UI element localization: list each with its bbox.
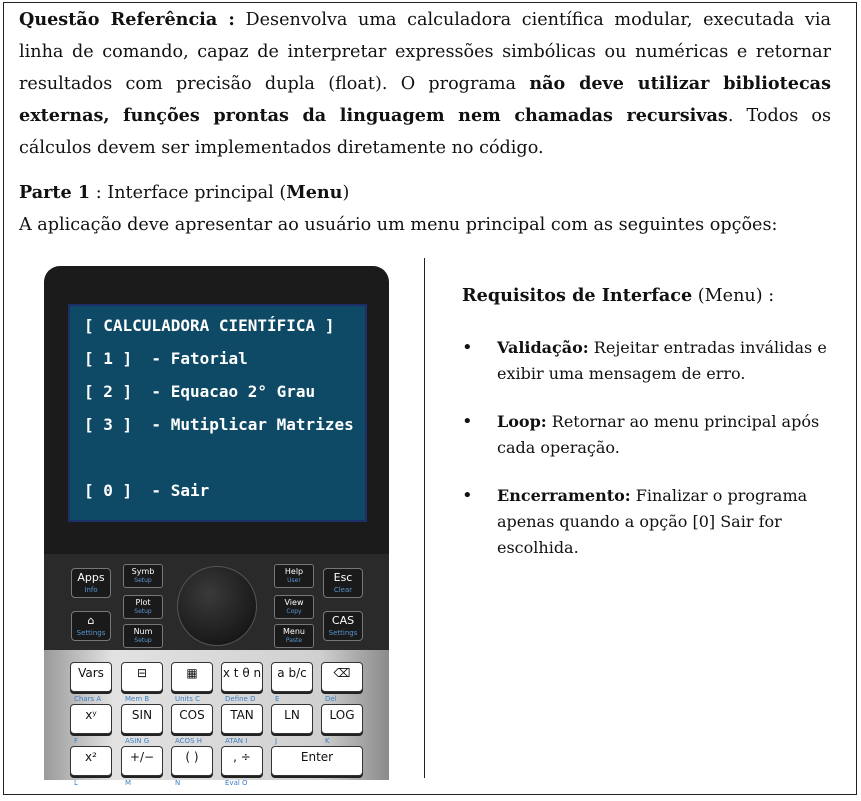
cas-key-label: CAS <box>331 614 355 627</box>
comma-key <box>221 746 263 787</box>
num-key-label: Num <box>133 627 153 636</box>
screen-option-exit: [ 0 ] - Sair <box>84 481 210 500</box>
screen-title: [ CALCULADORA CIENTÍFICA ] <box>84 316 335 335</box>
vars-key <box>70 662 112 703</box>
calculator-screen <box>68 304 367 522</box>
requirement-text: Finalizar o programa apenas quando a opção [0] Sair for escolhida. <box>497 486 808 557</box>
symb-key-label: Symb <box>131 567 155 576</box>
cos-key-sub: ACOS H <box>175 737 202 745</box>
apps-key-sub: Info <box>84 586 98 594</box>
template-key-sub: Units C <box>175 695 201 703</box>
part1-heading <box>19 177 831 209</box>
vars-key-label: Vars <box>78 666 104 680</box>
square-key <box>70 746 112 787</box>
fraction-key-sub: E <box>275 695 280 703</box>
template-icon: ▦ <box>186 666 198 680</box>
fraction-key-label: a b/c <box>277 666 307 680</box>
screen-option-2: [ 2 ] - Equacao 2° Grau <box>84 382 316 401</box>
ln-key <box>271 704 313 745</box>
tan-key-label: TAN <box>230 708 254 722</box>
symb-key <box>123 564 163 588</box>
comma-key-label: , ÷ <box>233 750 251 764</box>
calculator-image <box>44 266 389 787</box>
square-key-sub: L <box>74 779 78 787</box>
parens-key <box>171 746 213 787</box>
question-text-1: Desenvolva uma calculadora científica modular, executada via linha de comando, capaz de interpretar expressões simbólicas ou numéricas e retornar resultados com precisão dupla (float). O programa <box>19 10 831 94</box>
toolbox-icon: ⊟ <box>136 666 148 680</box>
question-text-2: . Todos os cálculos devem ser implementados diretamente no código. <box>19 106 832 158</box>
esc-key-label: Esc <box>333 571 353 584</box>
negate-key <box>121 746 163 787</box>
parens-key-label: ( ) <box>185 750 199 764</box>
home-icon: ⌂ <box>87 614 95 627</box>
comma-key-sub: Eval O <box>225 779 248 787</box>
toolbox-key <box>121 662 163 703</box>
requirement-text: Rejeitar entradas inválidas e exibir uma mensagem de erro. <box>497 338 827 383</box>
backspace-key-sub: Del <box>325 695 337 703</box>
screen-option-1: [ 1 ] - Fatorial <box>84 349 248 368</box>
log-key-label: LOG <box>329 708 355 722</box>
part1-label: Parte 1 <box>19 182 91 203</box>
part1-middle: : Interface principal ( <box>90 183 287 203</box>
negate-key-label: +/− <box>129 750 155 764</box>
ln-key-sub: J <box>275 737 278 745</box>
symb-key-sub: Setup <box>134 577 152 584</box>
sin-key-sub: ASIN G <box>125 737 150 745</box>
template-key <box>171 662 213 703</box>
requirements-title-bold: Requisitos de Interface <box>462 285 693 306</box>
dpad-icon <box>177 566 257 646</box>
plot-key <box>123 595 163 619</box>
esc-key-sub: Clear <box>333 586 353 594</box>
cas-key <box>323 611 363 641</box>
enter-key <box>271 746 363 776</box>
menu-key <box>274 624 314 648</box>
num-key-sub: Setup <box>134 637 152 644</box>
vars-key-sub: Chars A <box>74 695 102 703</box>
log-key-sub: K <box>325 737 330 745</box>
view-key-sub: Copy <box>286 608 302 615</box>
plot-key-label: Plot <box>135 598 151 607</box>
num-key <box>123 624 163 648</box>
log-key <box>321 704 363 745</box>
requirement-item <box>462 335 832 387</box>
menu-key-label: Menu <box>283 627 305 636</box>
parens-key-sub: N <box>175 779 181 787</box>
requirements-title <box>462 283 832 309</box>
question-bold-text: não deve utilizar bibliotecas externas, funções prontas da linguagem nem chamadas recursivas <box>19 73 831 126</box>
apps-key-label: Apps <box>77 571 105 584</box>
backspace-key <box>321 662 363 703</box>
apps-key <box>71 568 111 598</box>
xttn-key-label: x t θ n <box>222 666 262 680</box>
sin-key-label: SIN <box>131 708 153 722</box>
xttn-key-sub: Define D <box>225 695 256 703</box>
negate-key-sub: M <box>125 779 132 787</box>
help-key-label: Help <box>284 567 304 576</box>
plot-key-sub: Setup <box>134 608 152 615</box>
sin-key <box>121 704 163 745</box>
tan-key <box>221 704 263 745</box>
help-key <box>274 564 314 588</box>
requirement-text: Retornar ao menu principal após cada operação. <box>497 412 820 457</box>
home-key-sub: Settings <box>76 629 106 637</box>
ln-key-label: LN <box>284 708 300 722</box>
view-key <box>274 595 314 619</box>
requirements-section <box>462 283 832 583</box>
requirements-title-suffix: (Menu) : <box>692 286 775 306</box>
question-label: Questão Referência : <box>19 9 235 30</box>
requirement-item <box>462 409 832 461</box>
requirement-label: Loop: <box>497 412 547 431</box>
power-key-label: xʸ <box>85 708 97 722</box>
power-key-sub: F <box>74 737 79 745</box>
enter-key-label: Enter <box>300 750 334 764</box>
column-divider <box>424 258 425 778</box>
question-paragraph <box>19 4 831 164</box>
square-key-label: x² <box>85 750 97 764</box>
home-key <box>71 611 111 641</box>
tan-key-sub: ATAN I <box>225 737 248 745</box>
part1-menu-word: Menu <box>286 182 343 203</box>
backspace-icon: ⌫ <box>333 666 351 680</box>
toolbox-key-sub: Mem B <box>125 695 150 703</box>
power-key <box>70 704 112 745</box>
calculator-keypad <box>44 650 389 787</box>
xttn-key <box>221 662 263 703</box>
menu-key-sub: Paste <box>285 637 303 644</box>
requirement-label: Validação: <box>497 338 589 357</box>
view-key-label: View <box>284 598 304 607</box>
cos-key-label: COS <box>179 708 205 722</box>
requirement-item <box>462 483 832 561</box>
screen-option-3: [ 3 ] - Mutiplicar Matrizes <box>84 415 354 434</box>
cas-key-sub: Settings <box>328 629 358 637</box>
help-key-sub: User <box>287 577 301 584</box>
part1-intro: A aplicação deve apresentar ao usuário um menu principal com as seguintes opções: <box>19 215 778 235</box>
esc-key <box>323 568 363 598</box>
cos-key <box>171 704 213 745</box>
requirement-label: Encerramento: <box>497 486 631 505</box>
part1-close: ) <box>342 183 350 203</box>
fraction-key <box>271 662 313 703</box>
